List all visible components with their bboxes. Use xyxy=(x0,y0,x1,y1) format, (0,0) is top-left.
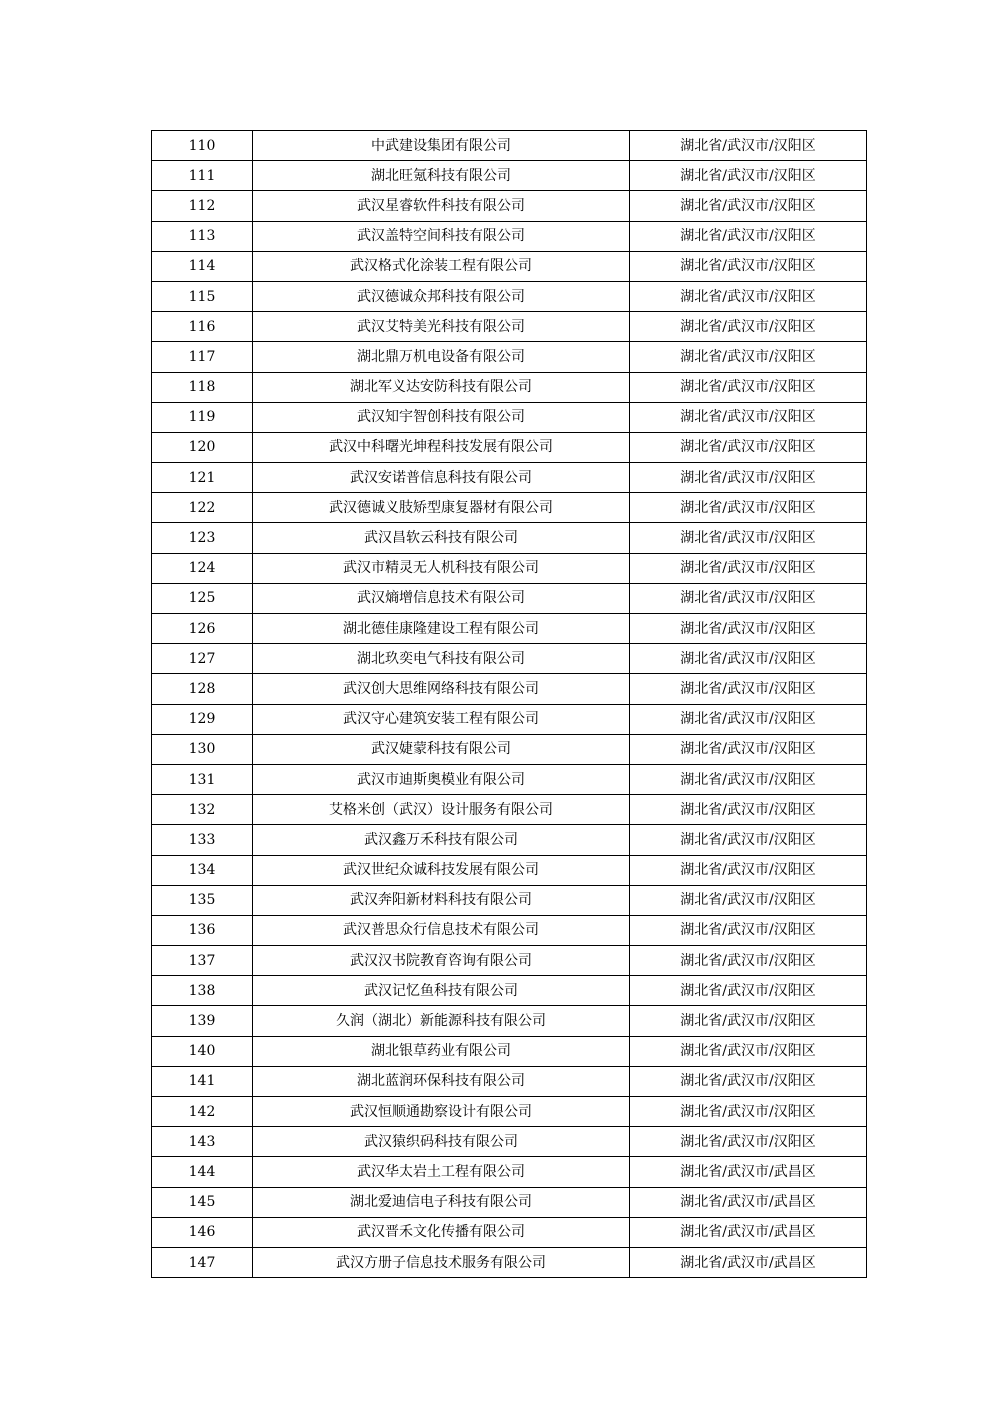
company-name-cell: 湖北银草药业有限公司 xyxy=(253,1036,630,1066)
table-row xyxy=(152,191,867,221)
row-number-cell: 125 xyxy=(152,583,253,613)
company-list-table xyxy=(151,130,867,1278)
row-number-cell: 123 xyxy=(152,523,253,553)
location-cell: 湖北省/武汉市/汉阳区 xyxy=(630,795,867,825)
location-cell: 湖北省/武汉市/汉阳区 xyxy=(630,432,867,462)
table-row xyxy=(152,523,867,553)
row-number-cell: 126 xyxy=(152,614,253,644)
row-number-cell: 134 xyxy=(152,855,253,885)
table-row xyxy=(152,251,867,281)
table-row xyxy=(152,885,867,915)
table-row xyxy=(152,553,867,583)
location-cell: 湖北省/武汉市/汉阳区 xyxy=(630,614,867,644)
company-name-cell: 武汉安诺普信息科技有限公司 xyxy=(253,463,630,493)
row-number-cell: 118 xyxy=(152,372,253,402)
row-number-cell: 119 xyxy=(152,402,253,432)
row-number-cell: 116 xyxy=(152,312,253,342)
table-row xyxy=(152,976,867,1006)
row-number-cell: 127 xyxy=(152,644,253,674)
table-row xyxy=(152,1157,867,1187)
location-cell: 湖北省/武汉市/汉阳区 xyxy=(630,583,867,613)
location-cell: 湖北省/武汉市/汉阳区 xyxy=(630,915,867,945)
location-cell: 湖北省/武汉市/汉阳区 xyxy=(630,1066,867,1096)
company-name-cell: 湖北玖奕电气科技有限公司 xyxy=(253,644,630,674)
row-number-cell: 112 xyxy=(152,191,253,221)
company-name-cell: 武汉格式化涂装工程有限公司 xyxy=(253,251,630,281)
table-row xyxy=(152,1097,867,1127)
location-cell: 湖北省/武汉市/汉阳区 xyxy=(630,1097,867,1127)
table-row xyxy=(152,614,867,644)
location-cell: 湖北省/武汉市/汉阳区 xyxy=(630,281,867,311)
table-row xyxy=(152,915,867,945)
company-name-cell: 湖北德佳康隆建设工程有限公司 xyxy=(253,614,630,644)
row-number-cell: 128 xyxy=(152,674,253,704)
company-name-cell: 武汉市精灵无人机科技有限公司 xyxy=(253,553,630,583)
company-name-cell: 湖北蓝润环保科技有限公司 xyxy=(253,1066,630,1096)
row-number-cell: 115 xyxy=(152,281,253,311)
location-cell: 湖北省/武汉市/汉阳区 xyxy=(630,191,867,221)
table-row xyxy=(152,825,867,855)
row-number-cell: 137 xyxy=(152,946,253,976)
location-cell: 湖北省/武汉市/汉阳区 xyxy=(630,946,867,976)
table-row xyxy=(152,372,867,402)
location-cell: 湖北省/武汉市/汉阳区 xyxy=(630,764,867,794)
location-cell: 湖北省/武汉市/汉阳区 xyxy=(630,523,867,553)
table-row xyxy=(152,1217,867,1247)
company-name-cell: 武汉恒顺通勘察设计有限公司 xyxy=(253,1097,630,1127)
table-row xyxy=(152,161,867,191)
company-name-cell: 久润（湖北）新能源科技有限公司 xyxy=(253,1006,630,1036)
location-cell: 湖北省/武汉市/汉阳区 xyxy=(630,493,867,523)
table-row xyxy=(152,402,867,432)
row-number-cell: 113 xyxy=(152,221,253,251)
location-cell: 湖北省/武汉市/武昌区 xyxy=(630,1247,867,1277)
location-cell: 湖北省/武汉市/汉阳区 xyxy=(630,855,867,885)
location-cell: 湖北省/武汉市/汉阳区 xyxy=(630,221,867,251)
table-row xyxy=(152,1187,867,1217)
row-number-cell: 144 xyxy=(152,1157,253,1187)
table-row xyxy=(152,583,867,613)
row-number-cell: 145 xyxy=(152,1187,253,1217)
row-number-cell: 142 xyxy=(152,1097,253,1127)
table-row xyxy=(152,493,867,523)
row-number-cell: 138 xyxy=(152,976,253,1006)
table-row xyxy=(152,1066,867,1096)
table-row xyxy=(152,312,867,342)
row-number-cell: 130 xyxy=(152,734,253,764)
table-row xyxy=(152,1036,867,1066)
location-cell: 湖北省/武汉市/汉阳区 xyxy=(630,372,867,402)
company-name-cell: 武汉普思众行信息技术有限公司 xyxy=(253,915,630,945)
table-row xyxy=(152,764,867,794)
company-name-cell: 武汉猿织码科技有限公司 xyxy=(253,1127,630,1157)
table-row xyxy=(152,131,867,161)
location-cell: 湖北省/武汉市/汉阳区 xyxy=(630,1127,867,1157)
table-row xyxy=(152,432,867,462)
company-name-cell: 武汉婕蒙科技有限公司 xyxy=(253,734,630,764)
row-number-cell: 147 xyxy=(152,1247,253,1277)
row-number-cell: 111 xyxy=(152,161,253,191)
company-name-cell: 武汉汉书院教育咨询有限公司 xyxy=(253,946,630,976)
location-cell: 湖北省/武汉市/武昌区 xyxy=(630,1157,867,1187)
row-number-cell: 135 xyxy=(152,885,253,915)
company-name-cell: 湖北爱迪信电子科技有限公司 xyxy=(253,1187,630,1217)
location-cell: 湖北省/武汉市/汉阳区 xyxy=(630,976,867,1006)
table-body xyxy=(152,131,867,1278)
row-number-cell: 129 xyxy=(152,704,253,734)
location-cell: 湖北省/武汉市/汉阳区 xyxy=(630,161,867,191)
row-number-cell: 136 xyxy=(152,915,253,945)
table-row xyxy=(152,342,867,372)
row-number-cell: 121 xyxy=(152,463,253,493)
company-name-cell: 武汉熵增信息技术有限公司 xyxy=(253,583,630,613)
row-number-cell: 124 xyxy=(152,553,253,583)
row-number-cell: 110 xyxy=(152,131,253,161)
row-number-cell: 143 xyxy=(152,1127,253,1157)
location-cell: 湖北省/武汉市/汉阳区 xyxy=(630,674,867,704)
company-name-cell: 湖北军义达安防科技有限公司 xyxy=(253,372,630,402)
company-name-cell: 武汉晋禾文化传播有限公司 xyxy=(253,1217,630,1247)
table-row xyxy=(152,704,867,734)
table-row xyxy=(152,674,867,704)
row-number-cell: 146 xyxy=(152,1217,253,1247)
company-name-cell: 武汉奔阳新材料科技有限公司 xyxy=(253,885,630,915)
row-number-cell: 131 xyxy=(152,764,253,794)
location-cell: 湖北省/武汉市/汉阳区 xyxy=(630,885,867,915)
company-name-cell: 中武建设集团有限公司 xyxy=(253,131,630,161)
company-name-cell: 武汉世纪众诚科技发展有限公司 xyxy=(253,855,630,885)
location-cell: 湖北省/武汉市/汉阳区 xyxy=(630,251,867,281)
location-cell: 湖北省/武汉市/汉阳区 xyxy=(630,825,867,855)
table-row xyxy=(152,644,867,674)
location-cell: 湖北省/武汉市/武昌区 xyxy=(630,1187,867,1217)
company-name-cell: 湖北鼎万机电设备有限公司 xyxy=(253,342,630,372)
company-name-cell: 武汉守心建筑安装工程有限公司 xyxy=(253,704,630,734)
company-name-cell: 武汉艾特美光科技有限公司 xyxy=(253,312,630,342)
company-name-cell: 武汉市迪斯奥模业有限公司 xyxy=(253,764,630,794)
row-number-cell: 117 xyxy=(152,342,253,372)
location-cell: 湖北省/武汉市/汉阳区 xyxy=(630,704,867,734)
location-cell: 湖北省/武汉市/汉阳区 xyxy=(630,644,867,674)
table-row xyxy=(152,463,867,493)
company-name-cell: 武汉鑫万禾科技有限公司 xyxy=(253,825,630,855)
location-cell: 湖北省/武汉市/汉阳区 xyxy=(630,553,867,583)
location-cell: 湖北省/武汉市/汉阳区 xyxy=(630,312,867,342)
company-name-cell: 艾格米创（武汉）设计服务有限公司 xyxy=(253,795,630,825)
location-cell: 湖北省/武汉市/汉阳区 xyxy=(630,402,867,432)
row-number-cell: 133 xyxy=(152,825,253,855)
table-row xyxy=(152,855,867,885)
table-row xyxy=(152,795,867,825)
company-name-cell: 武汉华太岩土工程有限公司 xyxy=(253,1157,630,1187)
company-name-cell: 武汉记忆鱼科技有限公司 xyxy=(253,976,630,1006)
company-name-cell: 武汉中科曙光坤程科技发展有限公司 xyxy=(253,432,630,462)
company-name-cell: 武汉方册子信息技术服务有限公司 xyxy=(253,1247,630,1277)
row-number-cell: 122 xyxy=(152,493,253,523)
table-row xyxy=(152,221,867,251)
table-row xyxy=(152,1006,867,1036)
company-name-cell: 武汉盖特空间科技有限公司 xyxy=(253,221,630,251)
table-row xyxy=(152,1247,867,1277)
location-cell: 湖北省/武汉市/汉阳区 xyxy=(630,131,867,161)
company-name-cell: 武汉德诚义肢矫型康复器材有限公司 xyxy=(253,493,630,523)
company-name-cell: 武汉星睿软件科技有限公司 xyxy=(253,191,630,221)
location-cell: 湖北省/武汉市/汉阳区 xyxy=(630,734,867,764)
company-name-cell: 武汉德诚众邦科技有限公司 xyxy=(253,281,630,311)
table-row xyxy=(152,281,867,311)
location-cell: 湖北省/武汉市/汉阳区 xyxy=(630,1006,867,1036)
row-number-cell: 141 xyxy=(152,1066,253,1096)
row-number-cell: 139 xyxy=(152,1006,253,1036)
location-cell: 湖北省/武汉市/汉阳区 xyxy=(630,1036,867,1066)
table-row xyxy=(152,946,867,976)
row-number-cell: 140 xyxy=(152,1036,253,1066)
row-number-cell: 114 xyxy=(152,251,253,281)
company-name-cell: 武汉知宇智创科技有限公司 xyxy=(253,402,630,432)
table-row xyxy=(152,734,867,764)
row-number-cell: 132 xyxy=(152,795,253,825)
company-name-cell: 武汉创大思维网络科技有限公司 xyxy=(253,674,630,704)
company-name-cell: 湖北旺氪科技有限公司 xyxy=(253,161,630,191)
company-name-cell: 武汉昌软云科技有限公司 xyxy=(253,523,630,553)
location-cell: 湖北省/武汉市/汉阳区 xyxy=(630,342,867,372)
row-number-cell: 120 xyxy=(152,432,253,462)
location-cell: 湖北省/武汉市/武昌区 xyxy=(630,1217,867,1247)
location-cell: 湖北省/武汉市/汉阳区 xyxy=(630,463,867,493)
table-row xyxy=(152,1127,867,1157)
